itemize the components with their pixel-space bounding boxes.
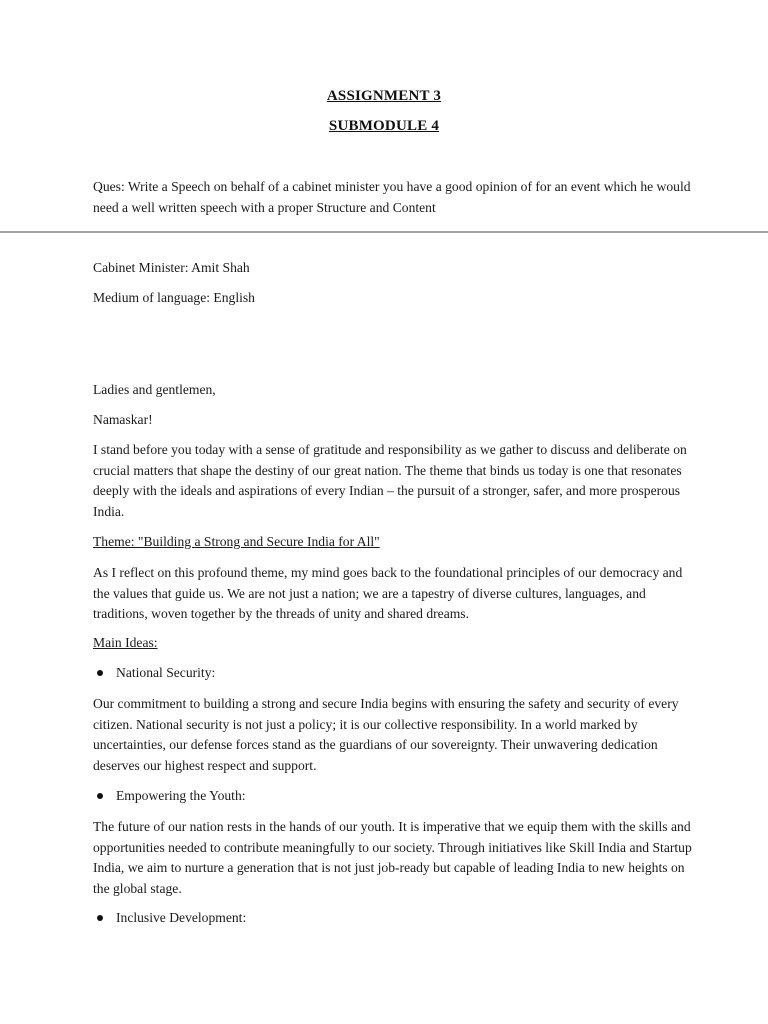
bullet-icon — [97, 670, 103, 676]
intro-paragraph: I stand before you today with a sense of gratitude and responsibility as we gather to discuss and deliberate on crucial matters that shape the destiny of our great nation. The theme that binds us today is one that resonates deeply with the ideals and aspirations of every Indian – the pursuit of a stronger, safer, and more prosperous India. — [93, 442, 687, 519]
medium-line: Medium of language: English — [93, 290, 255, 305]
horizontal-divider — [0, 231, 768, 233]
salutation-line: Ladies and gentlemen, — [93, 382, 216, 397]
national-security-paragraph: Our commitment to building a strong and secure India begins with ensuring the safety and security of every citizen. National security is not just a policy; it is our collective responsibility. In a world marked by uncertainties, our defense forces stand as the guardians of our sovereignty. Their unwavering dedication deserves our highest respect and support. — [93, 696, 679, 773]
assignment-title: ASSIGNMENT 3 — [326, 88, 442, 104]
greeting-line: Namaskar! — [93, 412, 153, 427]
bullet-icon — [97, 915, 103, 921]
submodule-title: SUBMODULE 4 — [328, 118, 440, 134]
bullet-label: National Security: — [116, 665, 216, 680]
bullet-label: Empowering the Youth: — [116, 788, 246, 803]
empowering-youth-paragraph: The future of our nation rests in the hands of our youth. It is imperative that we equip them with the skills and opportunities needed to contribute meaningfully to our society. Through initiatives like Skill India and Startup India, we aim to nurture a generation that is not just job-ready but capable of leading India to new heights on the global stage. — [93, 819, 692, 896]
theme-line: Theme: "Building a Strong and Secure India for All" — [93, 534, 380, 549]
main-ideas-label: Main Ideas: — [93, 635, 158, 650]
minister-line: Cabinet Minister: Amit Shah — [93, 260, 250, 275]
question-paragraph: Ques: Write a Speech on behalf of a cabinet minister you have a good opinion of for an event which he would need a well written speech with a proper Structure and Content — [93, 179, 691, 215]
bullet-icon — [97, 793, 103, 799]
reflection-paragraph: As I reflect on this profound theme, my mind goes back to the foundational principles of our democracy and the values that guide us. We are not just a nation; we are a tapestry of diverse cultures, languages, and traditions, woven together by the threads of unity and shared dreams. — [93, 565, 683, 621]
bullet-label: Inclusive Development: — [116, 910, 247, 925]
